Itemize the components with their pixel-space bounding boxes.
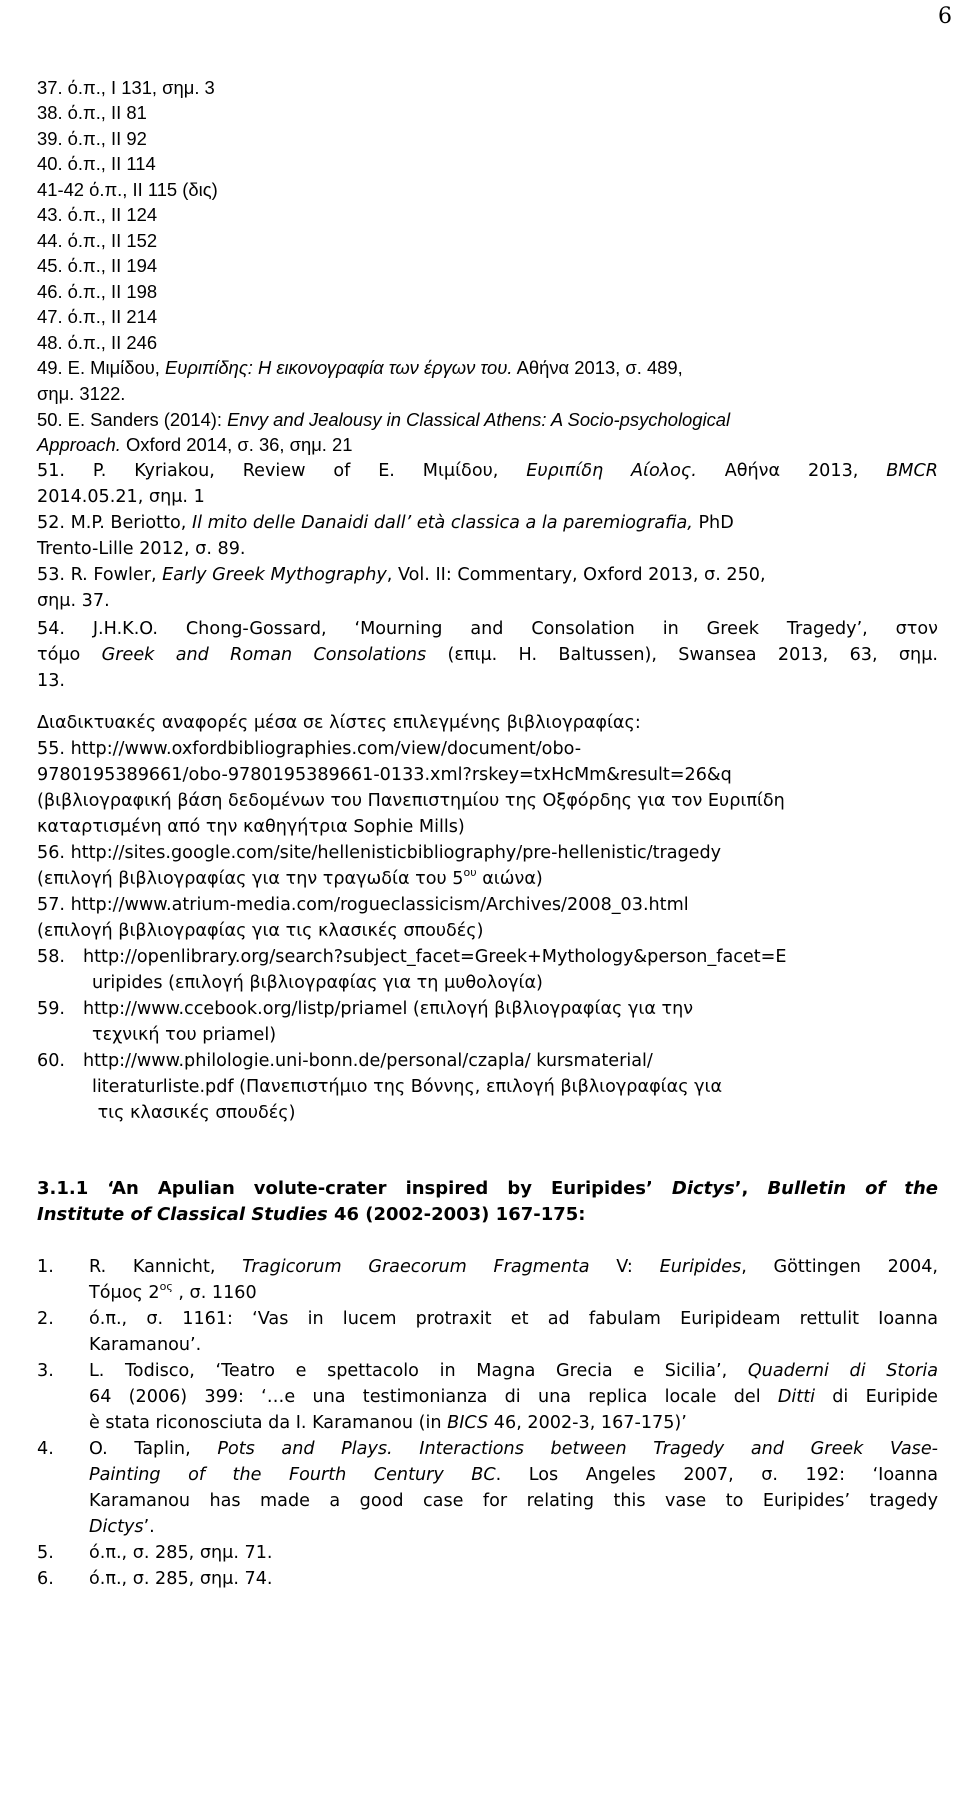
cite-4-cont2: Karamanou has made a good case for relating this vase to Euripides’ tragedy [89, 1491, 938, 1511]
ref-53: 53. R. Fowler, Early Greek Mythography, Vol. II: Commentary, Oxford 2013, σ. 250, [37, 565, 766, 585]
ref-49: 49. Ε. Μιμίδου, Ευριπίδης: Η εικονογραφία των έργων του. Αθήνα 2013, σ. 489, [37, 357, 683, 378]
web-ref-58-link[interactable]: http://openlibrary.org/search?subject_facet=Greek+Mythology&person_facet=E [83, 947, 787, 967]
ref-44: 44. ό.π., ΙΙ 152 [37, 230, 158, 251]
ref-51-cont: 2014.05.21, σημ. 1 [37, 487, 205, 507]
ref-46: 46. ό.π., ΙΙ 198 [37, 281, 158, 302]
web-ref-60-end: τις κλασικές σπουδές) [92, 1103, 296, 1123]
web-ref-59: 59. http://www.ccebook.org/listp/priamel (επιλογή βιβλιογραφίας για την [37, 999, 694, 1019]
cite-5: 5. ό.π., σ. 285, σημ. 71. [37, 1543, 273, 1563]
ref-54-end: 13. [37, 671, 65, 691]
ref-49-cont: σημ. 3122. [37, 383, 126, 404]
web-ref-59-link[interactable]: http://www.ccebook.org/listp/priamel (επιλογή βιβλιογραφίας για την [83, 999, 694, 1019]
web-ref-60-cont: literaturliste.pdf (Πανεπιστήμιο της Βόννης, επιλογή βιβλιογραφίας για [92, 1077, 723, 1097]
page-number: 6 [938, 4, 952, 29]
ref-50-title: Envy and Jealousy in Classical Athens: A Socio-psychological [227, 409, 731, 430]
web-ref-56-note: (επιλογή βιβλιογραφίας για την τραγωδία του $5^{o\upsilon}$ αιώνα) [37, 866, 543, 889]
ref-52-cont: Trento-Lille 2012, σ. 89. [37, 539, 246, 559]
web-ref-57[interactable]: 57. http://www.atrium-media.com/rogueclassicism/Archives/2008_03.html [37, 895, 689, 915]
ref-38: 38. ό.π., ΙΙ 81 [37, 102, 147, 123]
ref-37: 37. ό.π., Ι 131, σημ. 3 [37, 77, 215, 98]
web-ref-58-cont: uripides (επιλογή βιβλιογραφίας για τη μυθολογία) [92, 973, 543, 993]
ref-40: 40. ό.π., ΙΙ 114 [37, 153, 156, 174]
cite-3-end: è stata riconosciuta da I. Karamanou (in BICS 46, 2002-3, 167-175)’ [89, 1413, 687, 1433]
cite-2-cont: Karamanou’. [89, 1335, 202, 1355]
web-ref-60-link[interactable]: http://www.philologie.uni-bonn.de/personal/czapla/ kursmaterial/ [83, 1051, 653, 1071]
cite-4-end: Dictys’. [89, 1517, 155, 1537]
ref-39: 39. ό.π., ΙΙ 92 [37, 128, 147, 149]
ref-51: 51. P. Kyriakou, Review of Ε. Μιμίδου, Ευριπίδη Αίολος. Αθήνα 2013, BMCR [37, 461, 938, 481]
section-heading-cont: Institute of Classical Studies 46 (2002-2003) 167-175: [37, 1204, 586, 1225]
web-heading: Διαδικτυακές αναφορές μέσα σε λίστες επιλεγμένης βιβλιογραφίας: [37, 713, 641, 733]
ref-50: 50. E. Sanders (2014): Envy and Jealousy in Classical Athens: A Socio-psychological [37, 409, 731, 430]
cite-1: 1. R. Kannicht, Tragicorum Graecorum Fragmenta V: Euripides, Göttingen 2004, [37, 1257, 938, 1277]
web-ref-60: 60. http://www.philologie.uni-bonn.de/personal/czapla/ kursmaterial/ [37, 1051, 653, 1071]
cite-2: 2. ό.π., σ. 1161: ‘Vas in lucem protraxit et ad fabulam Euripideam rettulit Ioanna [37, 1309, 938, 1329]
web-ref-57-note: (επιλογή βιβλιογραφίας για τις κλασικές σπουδές) [37, 921, 484, 941]
web-ref-55[interactable]: 55. http://www.oxfordbibliographies.com/view/document/obo- [37, 739, 582, 759]
cite-3: 3. L. Todisco, ‘Teatro e spettacolo in Magna Grecia e Sicilia’, Quaderni di Storia [37, 1361, 938, 1381]
web-ref-55-url[interactable]: 9780195389661/obo-9780195389661-0133.xml?rskey=txHcMm&result=26&q [37, 765, 732, 785]
cite-3-cont: 64 (2006) 399: ‘…e una testimonianza di una replica locale del Ditti di Euripide [89, 1387, 939, 1407]
ref-45: 45. ό.π., ΙΙ 194 [37, 255, 158, 276]
web-ref-55-note: (βιβλιογραφική βάση δεδομένων του Πανεπιστημίου της Οξφόρδης για τον Ευριπίδη [37, 791, 785, 811]
ref-54-cont: τόμο Greek and Roman Consolations (επιμ. H. Baltussen), Swansea 2013, 63, σημ. [37, 645, 938, 665]
cite-1-cont: Τόμος $2^{o\varsigma}$ , σ. 1160 [89, 1280, 257, 1303]
ref-43: 43. ό.π., ΙΙ 124 [37, 204, 158, 225]
ref-47: 47. ό.π., ΙΙ 214 [37, 306, 158, 327]
section-heading: 3.1.1 ‘An Apulian volute-crater inspired by Euripides’ Dictys’, Bulletin of the [37, 1178, 938, 1199]
ref-52: 52. M.P. Beriotto, Il mito delle Danaidi dall’ età classica a la paremiografia, PhD [37, 513, 734, 533]
ref-49-title: Ευριπίδης: Η εικονογραφία των έργων του. [165, 357, 513, 378]
ref-54: 54. J.H.K.O. Chong-Gossard, ‘Mourning and Consolation in Greek Tragedy’, στον [37, 619, 938, 639]
web-ref-59-cont: τεχνική του priamel) [92, 1025, 277, 1045]
cite-4-cont: Painting of the Fourth Century BC. Los Angeles 2007, σ. 192: ‘Ioanna [89, 1465, 938, 1485]
web-ref-56[interactable]: 56. http://sites.google.com/site/hellenisticbibliography/pre-hellenistic/tragedy [37, 843, 722, 863]
ref-48: 48. ό.π., ΙΙ 246 [37, 332, 158, 353]
web-ref-55-note-cont: καταρτισμένη από την καθηγήτρια Sophie Mills) [37, 817, 465, 837]
ref-53-cont: σημ. 37. [37, 591, 110, 611]
ref-41-42: 41-42 ό.π., ΙΙ 115 (δις) [37, 179, 218, 200]
cite-4: 4. O. Taplin, Pots and Plays. Interactions between Tragedy and Greek Vase- [37, 1439, 938, 1459]
cite-6: 6. ό.π., σ. 285, σημ. 74. [37, 1569, 273, 1589]
web-ref-58: 58. http://openlibrary.org/search?subject_facet=Greek+Mythology&person_facet=E [37, 947, 787, 967]
ref-50-cont: Approach. Oxford 2014, σ. 36, σημ. 21 [37, 434, 353, 455]
